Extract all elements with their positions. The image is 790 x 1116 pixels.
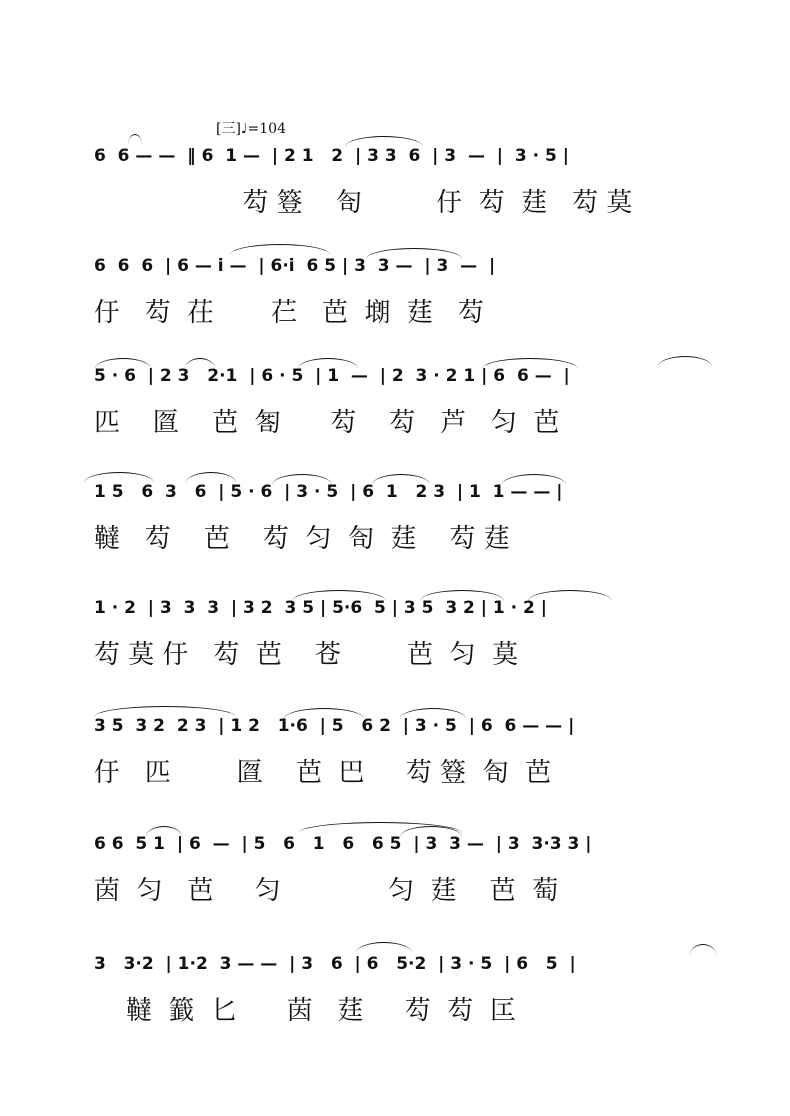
slur-mark bbox=[95, 358, 151, 369]
jianzi-line: 韃 芶 芭 芶 匀 匌 莛 芶 莛 bbox=[94, 524, 510, 554]
slur-mark bbox=[292, 590, 386, 601]
jianzi-line: 芶 簦 匌 㐵 芶 莛 芶 莫 bbox=[226, 188, 633, 218]
tablature-row bbox=[0, 998, 790, 1034]
slur-mark bbox=[372, 474, 430, 485]
jianzi-line: 芶 莫 㐵 芶 芭 苍 芭 匀 莫 bbox=[94, 640, 519, 670]
slur-mark bbox=[284, 708, 364, 719]
tablature-row bbox=[0, 760, 790, 796]
numbered-notation-row bbox=[0, 716, 790, 746]
jianpu-line: 5 · 6 | 2 3 2·1 | 6 · 5 | 1 — | 2 3 · 2 1 | 6 6 — | bbox=[94, 366, 570, 386]
fermata-mark bbox=[128, 134, 142, 145]
slur-mark bbox=[502, 474, 566, 485]
slur-mark bbox=[186, 472, 236, 483]
jianzi-line: 匹 匫 芭 匒 芶 芶 芦 匀 芭 bbox=[94, 408, 560, 438]
jianzi-line: 㐵 匹 匫 芭 巴 芶 簦 匌 芭 bbox=[94, 758, 552, 788]
slur-mark bbox=[400, 708, 466, 719]
slur-mark bbox=[230, 244, 330, 255]
slur-mark bbox=[356, 942, 412, 953]
numbered-notation-row bbox=[0, 598, 790, 628]
numbered-notation-row bbox=[0, 482, 790, 512]
numbered-notation-row bbox=[0, 146, 790, 176]
slur-mark bbox=[146, 826, 182, 837]
slur-mark bbox=[366, 248, 462, 259]
slur-mark bbox=[84, 472, 154, 483]
slur-mark bbox=[528, 590, 612, 601]
tablature-row bbox=[0, 642, 790, 678]
tablature-row bbox=[0, 190, 790, 226]
slur-mark bbox=[185, 358, 215, 369]
jianpu-line: 6 6 6 | 6 — i — | 6·i 6 5 | 3 3 — | 3 — | bbox=[94, 256, 496, 276]
tablature-row bbox=[0, 300, 790, 336]
slur-mark bbox=[690, 944, 716, 955]
slur-mark bbox=[272, 474, 332, 485]
numbered-notation-row bbox=[0, 954, 790, 984]
slur-mark bbox=[658, 356, 712, 367]
numbered-notation-row bbox=[0, 834, 790, 864]
numbered-notation-row bbox=[0, 366, 790, 396]
jianzi-line: 㐵 芶 茌 芢 芭 㙟 莛 芶 bbox=[94, 298, 484, 328]
jianpu-line: 3 5 3 2 2 3 | 1 2 1·6 | 5 6 2 | 3 · 5 | 6 6 — — | bbox=[94, 716, 575, 736]
jianpu-line: 6 6 — — ‖ 6 1 — | 2 1 2 | 3 3 6 | 3 — | 3 · 5 | bbox=[94, 146, 569, 166]
tempo-marking: [三]♩=104 bbox=[216, 121, 286, 137]
tablature-row bbox=[0, 526, 790, 562]
jianpu-line: 1 · 2 | 3 3 3 | 3 2 3 5 | 5·6 5 | 3 5 3 2 | 1 · 2 | bbox=[94, 598, 548, 618]
tablature-row bbox=[0, 878, 790, 914]
tablature-row bbox=[0, 410, 790, 446]
slur-mark bbox=[482, 358, 578, 369]
jianpu-line: 3 3·2 | 1·2 3 — — | 3 6 | 6 5·2 | 3 · 5 | 6 5 | bbox=[94, 954, 576, 974]
jianpu-line: 6 6 5 1 | 6 — | 5 6 1 6 6 5 | 3 3 — | 3 3·3 3 | bbox=[94, 834, 592, 854]
jianzi-line: 茵 匀 芭 匀 匀 莛 芭 萄 bbox=[94, 876, 559, 906]
jianpu-line: 1 5 6 3 6 | 5 · 6 | 3 · 5 | 6 1 2 3 | 1 1 — — | bbox=[94, 482, 563, 502]
slur-mark bbox=[298, 358, 358, 369]
slur-mark bbox=[345, 136, 423, 147]
slur-mark bbox=[94, 706, 236, 717]
slur-mark bbox=[420, 590, 504, 601]
jianzi-line: 韃 籖 匕 茵 莛 芶 芶 匞 bbox=[126, 996, 516, 1026]
numbered-notation-row bbox=[0, 256, 790, 286]
